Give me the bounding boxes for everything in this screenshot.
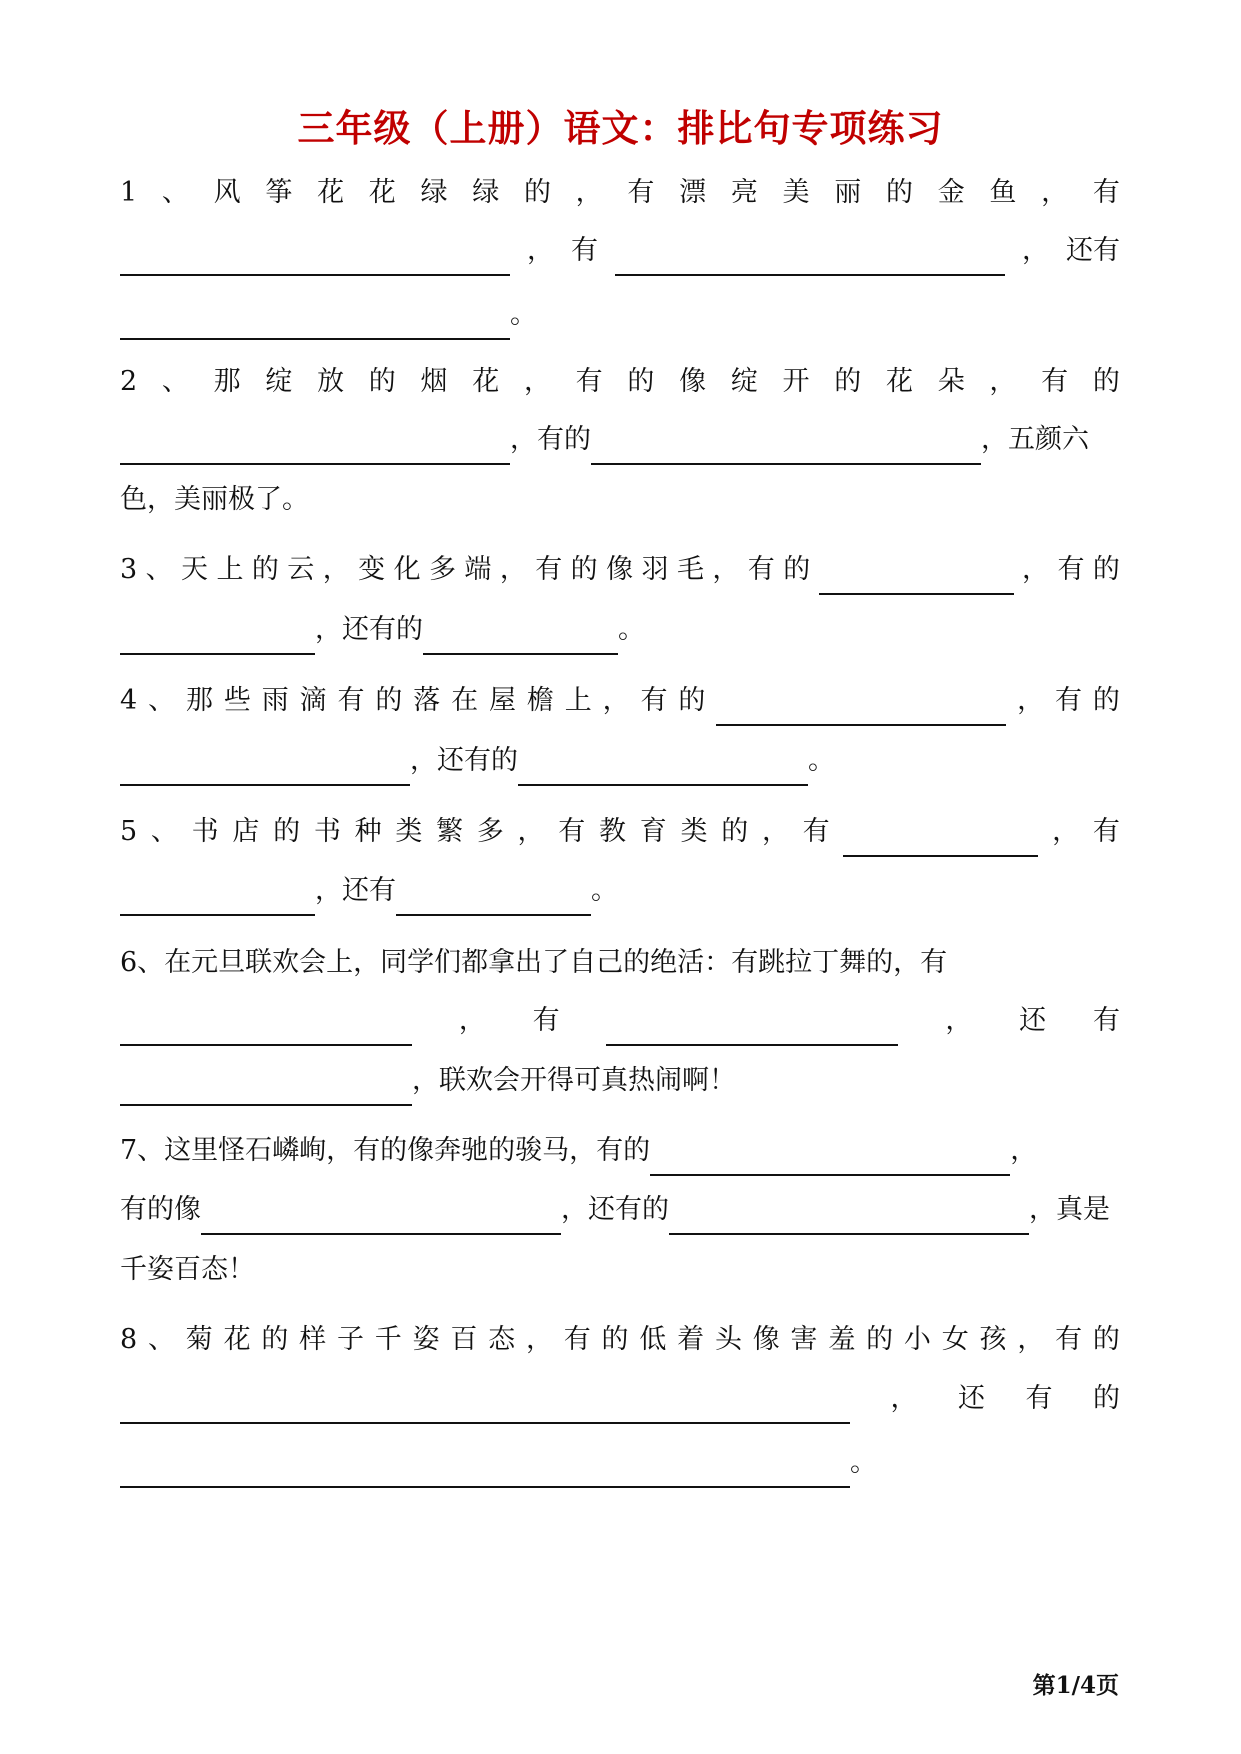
text-char: 店 [232,816,260,847]
text-char: 有 [337,685,365,716]
answer-blank[interactable] [120,1006,412,1046]
text-char: 金 [937,177,965,208]
text-char: 子 [336,1324,364,1355]
text-char: ， [1017,1324,1045,1355]
page-number: 第1/4页 [1032,1672,1119,1699]
answer-blank[interactable] [591,425,981,465]
text-char: 千 [374,1324,402,1355]
exercise-2-line-2 [120,415,1120,465]
text-segment: 还有 [1066,235,1120,266]
text-char: ， [761,816,789,847]
text-char: 雨 [261,685,289,716]
text-char: 滴 [299,685,327,716]
text-segment: 有的像 [120,1194,201,1225]
text-char: 的 [1092,685,1120,716]
text-char: 种 [354,816,382,847]
text-char: 有 [640,685,668,716]
text-segment: ， [945,1005,973,1036]
text-char: 云 [287,554,315,585]
text-segment: ， [890,1383,918,1414]
exercise-7-line-2 [120,1185,1120,1235]
text-char: 有 [1041,366,1069,397]
text-char: ， [322,554,350,585]
text-char: ， [517,816,545,847]
text-segment: 还 [958,1383,985,1414]
text-char: 花 [472,366,500,397]
answer-blank[interactable] [201,1195,561,1235]
answer-blank[interactable] [396,876,591,916]
text-char: 的 [375,685,403,716]
text-char: 变 [358,554,386,585]
exercise-7-line-1 [120,1126,1120,1176]
text-char: 小 [903,1324,931,1355]
text-char: 的 [601,1324,629,1355]
text-char: 的 [368,366,396,397]
text-char: 天 [181,554,209,585]
answer-blank[interactable] [615,236,1005,276]
text-char: 的 [1092,1324,1120,1355]
text-char: 放 [317,366,345,397]
text-segment: 有 [1092,1005,1120,1036]
text-char: 花 [368,177,396,208]
text-char: 有 [535,554,563,585]
exercise-4-line-1 [120,676,1120,726]
text-char: ， [602,685,630,716]
text-segment: ， [458,1005,486,1036]
document-title: 三年级（上册）语文：排比句专项练习 [297,106,944,150]
answer-blank[interactable] [120,300,510,340]
text-segment: ，联欢会开得可真热闹啊！ [412,1065,736,1096]
text-char: 些 [223,685,251,716]
text-segment: 7、这里怪石嶙峋，有的像奔驰的骏马，有的 [120,1135,651,1166]
text-char: 像 [752,1324,780,1355]
exercise-4-line-2 [120,736,1120,786]
answer-blank[interactable] [843,817,1038,857]
text-char: 3 [120,554,138,585]
text-char: 落 [413,685,441,716]
answer-blank[interactable] [120,1448,850,1488]
text-char: 有 [747,554,775,585]
text-char: 开 [782,366,810,397]
text-segment: 色，美丽极了。 [120,484,309,515]
text-char: 亮 [730,177,758,208]
answer-blank[interactable] [423,615,618,655]
text-segment: ，有的 [510,424,591,455]
exercise-3-line-1 [120,545,1120,595]
text-char: ， [575,177,603,208]
text-char: 有 [1054,685,1082,716]
text-char: 4 [120,685,138,716]
text-char: 漂 [679,177,707,208]
text-char: 风 [213,177,241,208]
text-char: ， [523,366,551,397]
text-char: 上 [564,685,592,716]
exercise-8-line-2 [120,1374,1120,1424]
text-segment: 有 [1025,1383,1053,1414]
exercise-1-line-2 [120,226,1120,276]
text-char: 有 [1092,816,1120,847]
exercise-8-line-1 [120,1315,1120,1365]
text-char: 毛 [676,554,704,585]
exercise-2-line-1 [120,357,1120,407]
text-char: 8 [120,1324,138,1355]
text-char: 菊 [185,1324,213,1355]
text-char: 繁 [436,816,464,847]
text-char: 的 [721,816,749,847]
text-char: 端 [464,554,492,585]
text-segment: ，还有的 [561,1194,669,1225]
text-segment: ，还有 [315,875,396,906]
exercise-6-line-1 [120,938,1120,988]
text-char: 像 [606,554,634,585]
text-char: 的 [627,366,655,397]
answer-blank[interactable] [120,425,510,465]
answer-blank[interactable] [650,1136,1010,1176]
text-char: 有 [1055,1324,1083,1355]
text-char: 、 [161,177,189,208]
text-char: 有 [802,816,830,847]
text-char: 头 [714,1324,742,1355]
exercise-1-line-3 [120,290,1120,340]
text-segment: 。 [850,1447,877,1478]
text-char: ， [1041,177,1069,208]
text-segment: 有 [571,235,598,266]
text-char: ， [525,1324,553,1355]
text-char: 羽 [641,554,669,585]
text-char: 类 [395,816,423,847]
answer-blank[interactable] [518,746,808,786]
text-char: ， [712,554,740,585]
text-segment: 有 [532,1005,560,1036]
text-char: 美 [782,177,810,208]
answer-blank[interactable] [716,686,1006,726]
exercise-7-line-3 [120,1245,1120,1295]
text-char: 有 [575,366,603,397]
text-char: 教 [599,816,626,847]
text-segment: 千姿百态！ [120,1254,255,1285]
answer-blank[interactable] [120,236,510,276]
text-char: 低 [639,1324,667,1355]
answer-blank[interactable] [120,876,315,916]
text-segment: 6、在元旦联欢会上，同学们都拿出了自己的绝活：有跳拉丁舞的，有 [120,947,948,978]
text-char: ， [1052,816,1080,847]
text-char: 有 [1092,177,1120,208]
exercise-3-line-2 [120,605,1120,655]
exercise-6-line-3 [120,1056,1120,1106]
exercise-5-line-2 [120,866,1120,916]
text-char: ， [1017,685,1045,716]
text-char: 5 [120,816,138,847]
text-char: 、 [148,685,176,716]
text-segment: ，五颜六 [981,424,1089,455]
answer-blank[interactable] [120,1066,412,1106]
text-char: 1 [120,177,138,208]
text-char: 绿 [420,177,448,208]
text-char: 的 [885,177,913,208]
text-segment: ，还有的 [315,614,423,645]
text-char: 花 [223,1324,251,1355]
text-char: ， [989,366,1017,397]
text-char: 有 [1057,554,1085,585]
text-char: 绿 [472,177,500,208]
text-segment: ，还有的 [410,745,518,776]
text-char: 的 [523,177,551,208]
text-char: 的 [678,685,706,716]
text-char: ， [499,554,527,585]
text-char: 2 [120,366,138,397]
exercise-6-line-2 [120,996,1120,1046]
text-char: 绽 [265,366,293,397]
text-segment: ，真是 [1029,1194,1110,1225]
exercise-5-line-1 [120,807,1120,857]
text-char: 书 [313,816,341,847]
text-char: 那 [213,366,241,397]
answer-blank[interactable] [120,615,315,655]
text-segment: 的 [1093,1383,1120,1414]
text-char: 类 [680,816,708,847]
answer-blank[interactable] [120,1384,850,1424]
text-segment: 。 [808,745,835,776]
answer-blank[interactable] [819,555,1014,595]
text-char: 、 [161,366,189,397]
text-char: 鱼 [989,177,1017,208]
text-char: 着 [677,1324,705,1355]
text-char: 丽 [834,177,862,208]
answer-blank[interactable] [120,746,410,786]
text-char: 、 [150,816,178,847]
text-char: 的 [783,554,811,585]
answer-blank[interactable] [606,1006,898,1046]
exercise-1-line-1 [120,168,1120,218]
text-char: 筝 [265,177,293,208]
text-char: 化 [393,554,421,585]
text-char: 像 [679,366,707,397]
text-char: 的 [570,554,598,585]
text-char: 的 [1092,554,1120,585]
text-char: 羞 [828,1324,856,1355]
text-char: 绽 [730,366,758,397]
text-char: 上 [216,554,244,585]
text-char: 有 [627,177,655,208]
text-segment: 还 [1019,1005,1047,1036]
text-char: 花 [317,177,345,208]
text-char: 多 [428,554,456,585]
text-segment: 。 [618,614,645,645]
text-segment: 。 [510,299,537,330]
answer-blank[interactable] [669,1195,1029,1235]
text-char: 多 [476,816,504,847]
text-char: 、 [145,554,173,585]
text-segment: ， [1010,1135,1038,1166]
exercise-8-line-3 [120,1438,1120,1488]
text-char: 有 [563,1324,591,1355]
text-char: 的 [251,554,279,585]
text-char: 书 [191,816,219,847]
text-char: 烟 [420,366,448,397]
exercise-2-line-3 [120,475,1120,525]
text-char: 那 [185,685,213,716]
text-char: 的 [866,1324,894,1355]
text-segment: 。 [591,875,618,906]
text-char: 的 [273,816,301,847]
text-char: 有 [558,816,586,847]
text-char: 的 [834,366,862,397]
text-char: 态 [488,1324,516,1355]
text-char: 的 [1092,366,1120,397]
text-char: 屋 [488,685,516,716]
text-char: 檐 [526,685,554,716]
text-char: 样 [299,1324,327,1355]
text-segment: ， [1022,235,1049,266]
text-char: 女 [941,1324,969,1355]
text-char: 百 [450,1324,478,1355]
text-char: 花 [885,366,913,397]
text-char: 姿 [412,1324,440,1355]
text-char: 朵 [937,366,965,397]
text-char: 的 [261,1324,289,1355]
text-char: 、 [147,1324,175,1355]
text-segment: ， [527,235,554,266]
text-char: 害 [790,1324,818,1355]
text-char: 育 [639,816,667,847]
text-char: 孩 [979,1324,1007,1355]
text-char: ， [1022,554,1050,585]
text-char: 在 [451,685,479,716]
